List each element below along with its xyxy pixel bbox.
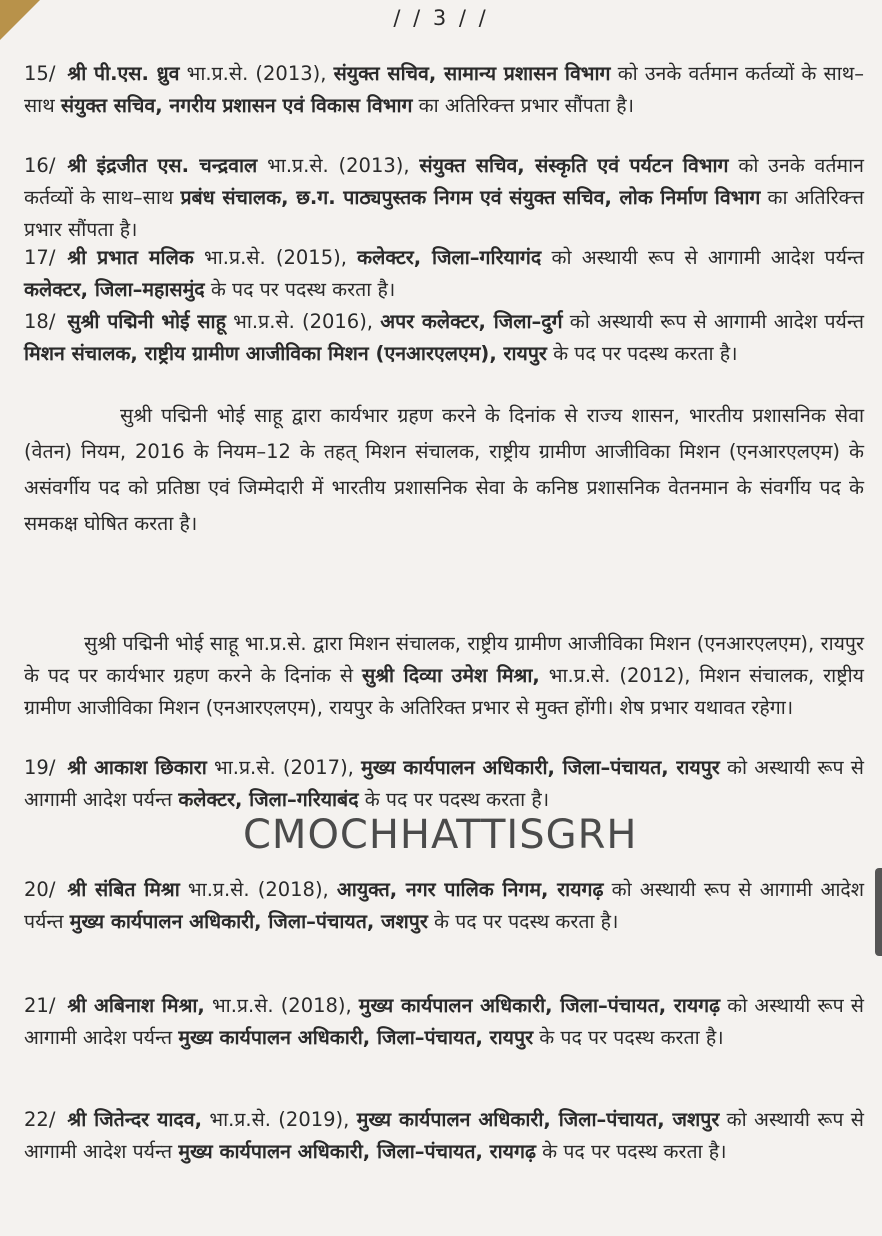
order-item-16: 16/ श्री इंद्रजीत एस. चन्द्रवाल भा.प्र.से. (2013), संयुक्त सचिव, संस्कृति एवं पर्यटन विभाग को उनके वर्तमान कर्तव्यों के साथ–साथ प्रबंध संचालक, छ.ग. पाठ्यपुस्तक निगम एवं संयुक्त सचिव, लोक निर्माण विभाग का अतिरिक्त्त प्रभार सौंपता है। bbox=[24, 154, 865, 241]
order-item-15: 15/ श्री पी.एस. ध्रुव भा.प्र.से. (2013), संयुक्त सचिव, सामान्य प्रशासन विभाग को उनके वर्तमान कर्तव्यों के साथ–साथ संयुक्त सचिव, नगरीय प्रशासन एवं विकास विभाग का अतिरिक्त्त प्रभार सौंपता है। bbox=[24, 62, 864, 117]
page-number: / / 3 / / bbox=[393, 6, 489, 30]
item-18-note-charge-relief: सुश्री पद्मिनी भोई साहू भा.प्र.से. द्वारा मिशन संचालक, राष्ट्रीय ग्रामीण आजीविका मिशन (एनआरएलएम), रायपुर के पद पर कार्यभार ग्रहण करने के दिनांक से सुश्री दिव्या उमेश मिश्रा, भा.प्र.से. (2012), मिशन संचालक, राष्ट्रीय ग्रामीण आजीविका मिशन (एनआरएलएम), रायपुर के अतिरिक्त प्रभार से मुक्त होंगी। शेष प्रभार यथावत रहेगा। bbox=[24, 632, 864, 719]
order-item-20: 20/ श्री संबित मिश्रा भा.प्र.से. (2018), आयुक्त, नगर पालिक निगम, रायगढ़ को अस्थायी रूप से आगामी आदेश पर्यन्त मुख्य कार्यपालन अधिकारी, जिला–पंचायत, जशपुर के पद पर पदस्थ करता है। bbox=[24, 878, 864, 933]
order-item-22: 22/ श्री जितेन्दर यादव, भा.प्र.से. (2019), मुख्य कार्यपालन अधिकारी, जिला–पंचायत, जशपुर को अस्थायी रूप से आगामी आदेश पर्यन्त मुख्य कार्यपालन अधिकारी, जिला–पंचायत, रायगढ़ के पद पर पदस्थ करता है। bbox=[24, 1108, 864, 1163]
order-item-21: 21/ श्री अबिनाश मिश्रा, भा.प्र.से. (2018), मुख्य कार्यपालन अधिकारी, जिला–पंचायत, रायगढ़ को अस्थायी रूप से आगामी आदेश पर्यन्त मुख्य कार्यपालन अधिकारी, जिला–पंचायत, रायपुर के पद पर पदस्थ करता है। bbox=[24, 994, 864, 1049]
edge-mark bbox=[875, 868, 882, 956]
order-item-17: 17/ श्री प्रभात मलिक भा.प्र.से. (2015), कलेक्टर, जिला–गरियागंद को अस्थायी रूप से आगामी आदेश पर्यन्त कलेक्टर, जिला–महासमुंद के पद पर पदस्थ करता है। bbox=[24, 246, 865, 301]
watermark-text: CMOCHHATTISGRH bbox=[243, 812, 638, 858]
order-item-19: 19/ श्री आकाश छिकारा भा.प्र.से. (2017), मुख्य कार्यपालन अधिकारी, जिला–पंचायत, रायपुर को अस्थायी रूप से आगामी आदेश पर्यन्त कलेक्टर, जिला–गरियाबंद के पद पर पदस्थ करता है। bbox=[24, 756, 864, 811]
order-item-18: 18/ सुश्री पद्मिनी भोई साहू भा.प्र.से. (2016), अपर कलेक्टर, जिला–दुर्ग को अस्थायी रूप से आगामी आदेश पर्यन्त मिशन संचालक, राष्ट्रीय ग्रामीण आजीविका मिशन (एनआरएलएम), रायपुर के पद पर पदस्थ करता है। bbox=[24, 310, 864, 365]
item-18-note-equivalence: सुश्री पद्मिनी भोई साहू द्वारा कार्यभार ग्रहण करने के दिनांक से राज्य शासन, भारतीय प्रशासनिक सेवा (वेतन) नियम, 2016 के नियम–12 के तहत् मिशन संचालक, राष्ट्रीय ग्रामीण आजीविका मिशन (एनआरएलएम) के असंवर्गीय पद को प्रतिष्ठा एवं जिम्मेदारी में भारतीय प्रशासनिक सेवा के कनिष्ठ प्रशासनिक वेतनमान के संवर्गीय पद के समकक्ष घोषित करता है। bbox=[24, 404, 864, 535]
